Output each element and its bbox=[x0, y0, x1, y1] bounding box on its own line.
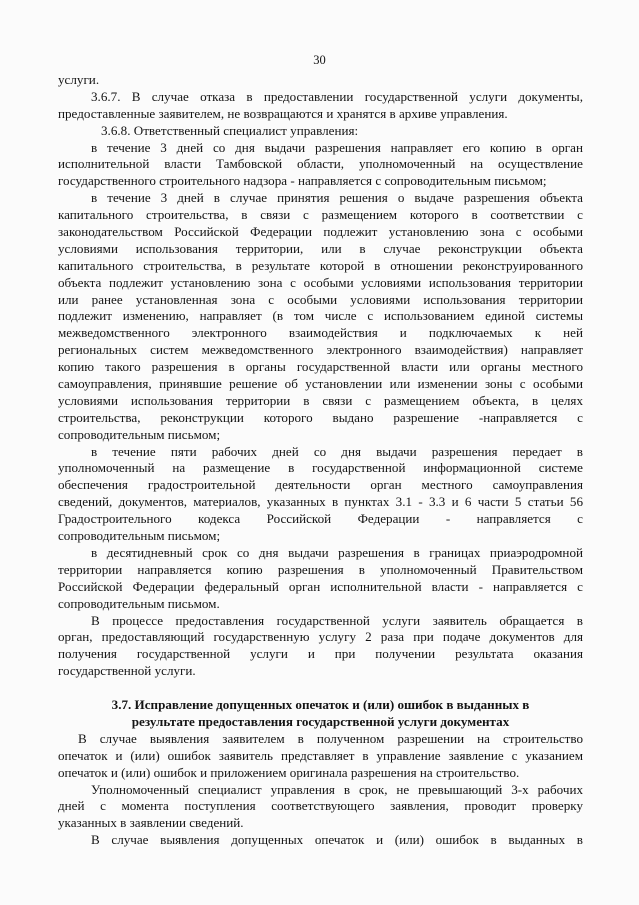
paragraph-final bbox=[58, 832, 583, 849]
text-line: подлежит изменению, направляет (в том числе с использованием единой системы bbox=[58, 308, 583, 324]
text-line: строительства, реконструкции которого выдано разрешение -направляется с bbox=[58, 409, 583, 425]
text-line: обеспечения градостроительной деятельности орган местного самоуправления bbox=[58, 477, 583, 493]
text-line: законодательством Российской Федерации подлежит установлению зона с особыми bbox=[58, 224, 583, 240]
paragraph-detection bbox=[58, 731, 583, 782]
text-line: исполнительной власти Тамбовской области, уполномоченный на осуществление bbox=[58, 156, 583, 172]
paragraph-item-4 bbox=[58, 545, 583, 613]
text-line: условиями использования территории, или в случае реконструкции объекта bbox=[58, 240, 583, 256]
section-spacer bbox=[58, 680, 583, 697]
text-line: копию такого разрешения в органы государственной власти или органы местного bbox=[58, 359, 583, 375]
text-line: получения государственной услуги и при получении результата оказания bbox=[58, 646, 583, 662]
text-line: 3.6.7. В случае отказа в предоставлении государственной услуги документы, bbox=[91, 88, 583, 104]
text-line: уполномоченный на размещение в государственной информационной системе bbox=[58, 460, 583, 476]
text-line: Градостроительного кодекса Российской Федерации - направляется с bbox=[58, 511, 583, 527]
heading-line: 3.7. Исправление допущенных опечаток и (или) ошибок в выданных в bbox=[111, 697, 530, 713]
section-heading-3-7 bbox=[58, 697, 583, 731]
text-line: в течение пяти рабочих дней со дня выдачи разрешения передает в bbox=[91, 443, 583, 459]
paragraph-3-6-8 bbox=[58, 123, 583, 140]
paragraph-authorized bbox=[58, 782, 583, 833]
text-line: В случае выявления допущенных опечаток и (или) ошибок в выданных в bbox=[91, 832, 583, 848]
text-line: Российской Федерации федеральный орган исполнительной власти - направляется с bbox=[58, 578, 583, 594]
paragraph-item-2 bbox=[58, 190, 583, 443]
text-line: самоуправления, принявшие решение об установлении или изменении зоны с особыми bbox=[58, 376, 583, 392]
text-line: территории направляется копию разрешения в уполномоченный Правительством bbox=[58, 561, 583, 577]
text-line: межведомственного электронного взаимодействия и подключаемых к ней bbox=[58, 325, 583, 341]
paragraph-item-1 bbox=[58, 140, 583, 191]
paragraph-continuation bbox=[58, 72, 583, 89]
text-line: предоставленные заявителем, не возвращаются и хранятся в архиве управления. bbox=[58, 105, 508, 121]
text-line: в десятидневный срок со дня выдачи разрешения в границах приаэродромной bbox=[91, 544, 583, 560]
text-line: региональных систем межведомственного электронного взаимодействия) направляет bbox=[58, 342, 583, 358]
text-line: государственного строительного надзора - направляется с сопроводительным письмом; bbox=[58, 173, 547, 189]
text-line: опечаток и (или) ошибок и приложением оригинала разрешения на строительство. bbox=[58, 764, 520, 780]
text-line: указанных в заявлении сведений. bbox=[58, 815, 244, 831]
text-line: 3.6.8. Ответственный специалист управления: bbox=[101, 122, 359, 138]
text-line: В процессе предоставления государственной услуги заявитель обращается в bbox=[91, 612, 583, 628]
text-line: капитального строительства, в связи с размещением которого в соответствии с bbox=[58, 207, 583, 223]
text-line: капитального строительства, в результате которой в отношении реконструированного bbox=[58, 257, 583, 273]
text-line: сопроводительным письмом; bbox=[58, 528, 221, 544]
document-body bbox=[58, 72, 583, 849]
paragraph-3-6-7 bbox=[58, 89, 583, 123]
text-line: сопроводительным письмом; bbox=[58, 426, 221, 442]
text-line: дней с момента поступления соответствующего заявления, проводит проверку bbox=[58, 798, 583, 814]
text-line: сопроводительным письмом. bbox=[58, 595, 220, 611]
text-line: орган, предоставляющий государственную услугу 2 раза при подаче документов для bbox=[58, 629, 583, 645]
text-line: условиями использования территории в связи с размещением объекта, в целях bbox=[58, 392, 583, 408]
text-line: опечаток и (или) ошибок заявитель представляет в управление заявление с указанием bbox=[58, 747, 583, 763]
text-line: в течение 3 дней со дня выдачи разрешения направляет его копию в орган bbox=[91, 139, 583, 155]
text-line: в течение 3 дней в случае принятия решения о выдаче разрешения объекта bbox=[91, 190, 583, 206]
text-line: государственной услуги. bbox=[58, 663, 196, 679]
paragraph-item-3 bbox=[58, 444, 583, 545]
text-line: объекта подлежит установлению зона с особыми условиями использования территории bbox=[58, 274, 583, 290]
text-line: Уполномоченный специалист управления в срок, не превышающий 3-х рабочих bbox=[91, 781, 583, 797]
heading-line: результате предоставления государственной услуги документах bbox=[131, 713, 510, 729]
paragraph-process bbox=[58, 613, 583, 681]
text-line: услуги. bbox=[58, 72, 100, 87]
text-line: В случае выявления заявителем в полученном разрешении на строительство bbox=[78, 730, 583, 746]
text-line: или ранее установленная зона с особыми условиями использования территории bbox=[58, 291, 583, 307]
page-number: 30 bbox=[313, 53, 326, 67]
text-line: сведений, документов, материалов, указанных в пунктах 3.1 - 3.3 и 6 части 5 статьи 56 bbox=[58, 494, 583, 510]
